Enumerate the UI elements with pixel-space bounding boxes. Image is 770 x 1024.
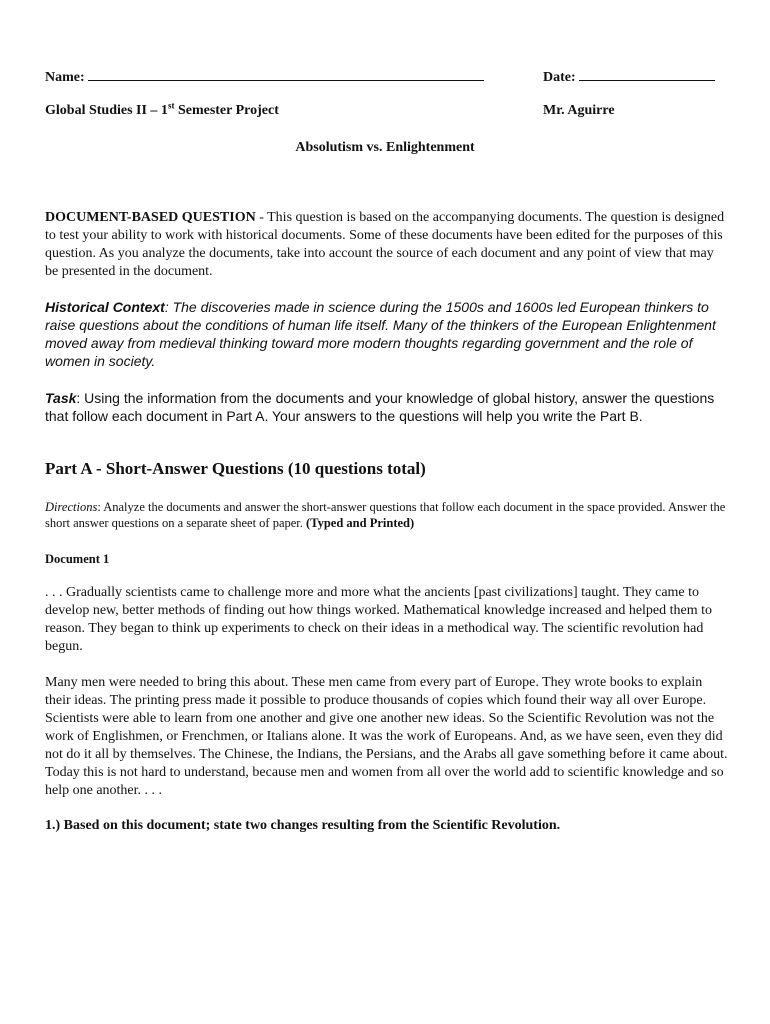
directions-text: : Analyze the documents and answer the short-answer questions that follow each document in the space provided. Answer the short answer questions on a separate sheet of paper. [45, 500, 726, 530]
historical-context [45, 298, 730, 370]
document-1-para-1: . . . Gradually scientists came to challenge more and more what the ancients [past civilizations] taught. They came to develop new, better methods of finding out how things worked. Mathematical knowledge increased and helped them to reason. They began to think up experiments to check on their ideas in a methodical way. The scientific revolution had begun. [45, 585, 713, 654]
directions [45, 499, 730, 531]
document-1-label: Document 1 [45, 552, 110, 566]
course-sup: st [167, 100, 175, 111]
page-title: Absolutism vs. Enlightenment [295, 140, 475, 155]
name-line [45, 66, 484, 87]
context-label: Historical Context [45, 299, 165, 315]
question-1: 1.) Based on this document; state two changes resulting from the Scientific Revolution. [45, 818, 561, 833]
date-blank[interactable] [579, 66, 715, 81]
course-prefix: Global Studies II – 1 [45, 103, 168, 118]
task-label: Task [45, 390, 77, 406]
directions-bold: (Typed and Printed) [302, 516, 415, 530]
course-title [45, 102, 279, 120]
task-text: : Using the information from the documents and your knowledge of global history, answer the questions that follow each document in Part A. Your answers to the questions will help you write the Part B. [45, 390, 715, 424]
context-text: : The discoveries made in science during the 1500s and 1600s led European thinkers to raise questions about the conditions of human life itself. Many of the thinkers of the European Enlightenment moved away from medieval thinking toward more modern thoughts regarding government and the role of women in society. [45, 299, 716, 369]
date-label: Date: [543, 70, 576, 85]
directions-label: Directions [45, 500, 98, 514]
part-a-heading: Part A - Short-Answer Questions (10 questions total) [45, 459, 426, 478]
name-label: Name: [45, 70, 85, 85]
dbq-dash: - [255, 210, 268, 225]
name-blank[interactable] [88, 66, 484, 81]
document-1-para-2: Many men were needed to bring this about. These men came from every part of Europe. They wrote books to explain their ideas. The printing press made it possible to produce thousands of copies which found their way all over Europe. Scientists were able to learn from one another and give one another new ideas. So the Scientific Revolution was not the work of Englishmen, or Frenchmen, or Italians alone. It was the work of Europeans. And, as we have seen, even they did not do it all by themselves. The Chinese, the Indians, the Persians, and the Arabs all gave something before it came about. Today this is not hard to understand, because men and women from all over the world add to scientific knowledge and so help one another. . . . [45, 675, 728, 798]
date-line [543, 66, 715, 87]
dbq-label: DOCUMENT-BASED QUESTION [45, 210, 256, 225]
dbq-paragraph [45, 209, 730, 281]
course-suffix: Semester Project [174, 103, 279, 118]
dbq-text: This question is based on the accompanying documents. The question is designed to test your ability to work with historical documents. Some of these documents have been edited for the purposes of this question. As you analyze the documents, take into account the source of each document and any point of view that may be presented in the document. [45, 210, 725, 279]
teacher-name: Mr. Aguirre [543, 103, 615, 118]
task-paragraph [45, 389, 730, 425]
